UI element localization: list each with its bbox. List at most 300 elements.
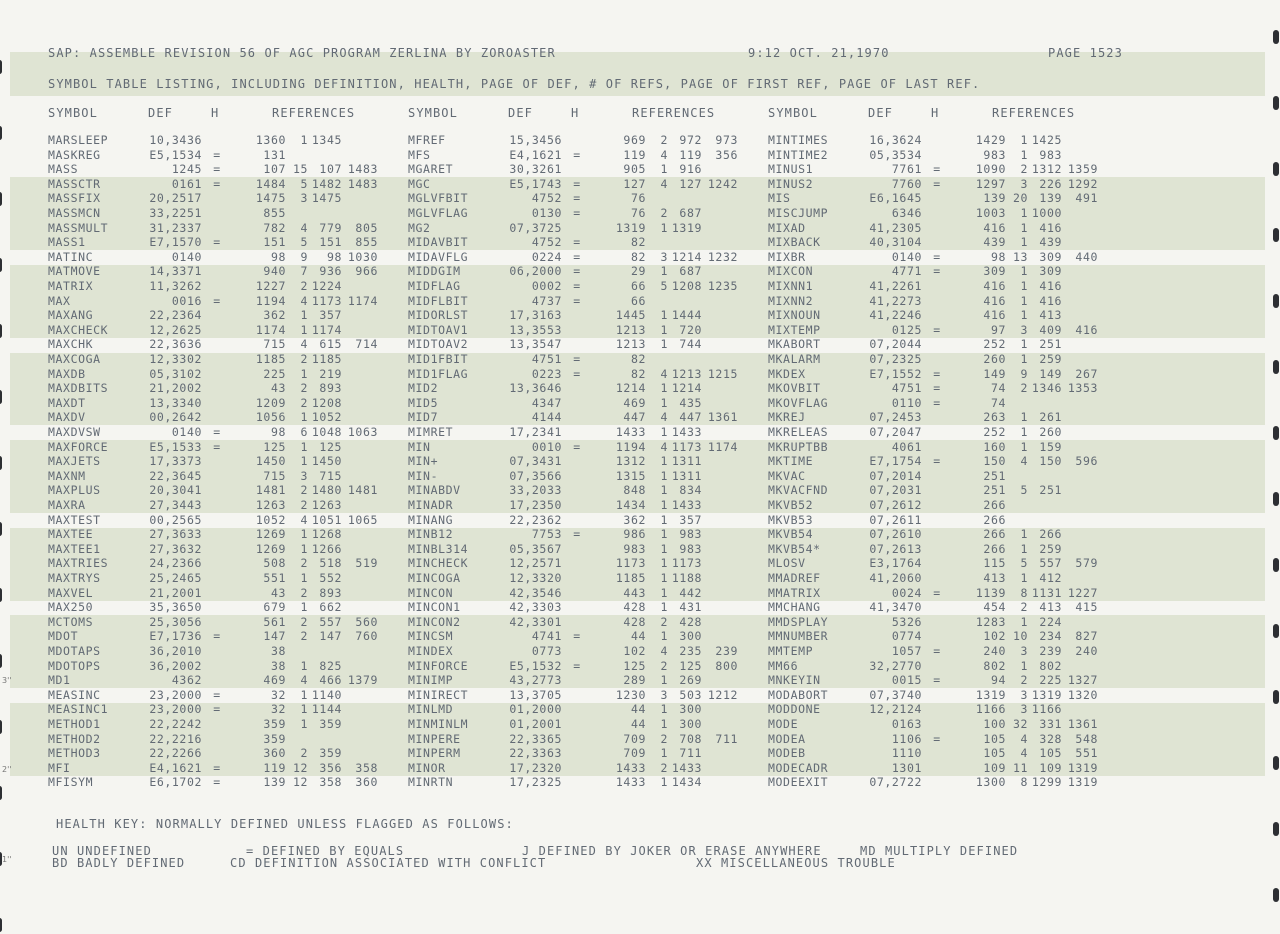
cell-first: 359 xyxy=(319,746,342,761)
table-row xyxy=(768,498,1108,512)
table-row xyxy=(768,191,1108,205)
table-row xyxy=(48,673,388,687)
cell-symbol: MKRELEAS xyxy=(768,425,829,439)
table-row xyxy=(48,308,388,322)
cell-def: 22,2362 xyxy=(509,512,562,527)
cell-def: E5,1743 xyxy=(509,176,562,191)
cell-def: 7753 xyxy=(531,527,562,542)
cell-def: 17,2325 xyxy=(509,775,562,790)
cell-n: 1 xyxy=(1020,571,1028,585)
cell-h: = xyxy=(573,206,581,220)
cell-def: 7760 xyxy=(891,176,922,191)
table-row xyxy=(48,425,388,439)
cell-h: = xyxy=(213,629,221,644)
cell-pdef: 240 xyxy=(983,644,1006,658)
table-row xyxy=(48,294,388,308)
cell-n: 1 xyxy=(660,571,668,585)
cell-first: 711 xyxy=(679,746,702,761)
cell-first: 261 xyxy=(1039,410,1062,425)
column-header-refs: REFERENCES xyxy=(992,106,1076,120)
table-row xyxy=(768,673,1108,687)
cell-h: = xyxy=(933,249,941,264)
cell-pdef: 29 xyxy=(630,264,646,279)
cell-last: 440 xyxy=(1075,249,1098,264)
cell-def: 07,3725 xyxy=(509,220,562,235)
cell-symbol: MKVAC xyxy=(768,468,806,483)
cell-n: 1 xyxy=(300,571,308,585)
cell-symbol: MAXDBITS xyxy=(48,381,109,396)
table-row xyxy=(768,352,1108,366)
cell-def: 4751 xyxy=(531,352,562,366)
cell-first: 150 xyxy=(1039,454,1062,469)
cell-pdef: 38 xyxy=(270,644,286,658)
cell-symbol: MINIRECT xyxy=(408,687,469,702)
cell-def: 1301 xyxy=(891,760,922,775)
cell-symbol: MODE xyxy=(768,717,799,731)
cell-symbol: MASSMCN xyxy=(48,206,101,220)
cell-def: 41,2305 xyxy=(869,220,922,235)
table-row xyxy=(408,162,748,176)
cell-def: 00,2642 xyxy=(149,410,202,425)
cell-first: 715 xyxy=(319,468,342,483)
cell-symbol: MID2 xyxy=(408,381,439,396)
cell-pdef: 160 xyxy=(983,439,1006,454)
cell-def: E7,1736 xyxy=(149,629,202,644)
cell-n: 2 xyxy=(300,746,308,761)
cell-def: 07,3566 xyxy=(509,468,562,483)
cell-symbol: MAXRA xyxy=(48,498,86,512)
feed-hole xyxy=(1273,888,1279,902)
table-row xyxy=(48,396,388,410)
cell-pdef: 439 xyxy=(983,235,1006,250)
cell-pdef: 709 xyxy=(623,746,646,761)
cell-n: 1 xyxy=(660,775,668,790)
cell-first: 802 xyxy=(1039,658,1062,673)
cell-n: 2 xyxy=(660,760,668,775)
cell-symbol: MODABORT xyxy=(768,687,829,702)
table-row xyxy=(408,206,748,220)
cell-symbol: MASS1 xyxy=(48,235,86,250)
table-row xyxy=(768,381,1108,395)
cell-symbol: MATMOVE xyxy=(48,264,101,279)
cell-last: 1483 xyxy=(347,176,378,191)
cell-def: 22,2242 xyxy=(149,717,202,731)
cell-symbol: MASS xyxy=(48,162,79,177)
table-row xyxy=(48,556,388,570)
cell-pdef: 147 xyxy=(263,629,286,644)
cell-n: 2 xyxy=(1020,600,1028,615)
cell-symbol: MIDDGIM xyxy=(408,264,461,279)
cell-symbol: MINIMP xyxy=(408,673,454,688)
cell-pdef: 359 xyxy=(263,731,286,746)
feed-hole xyxy=(0,522,2,536)
cell-n: 1 xyxy=(300,527,308,542)
cell-symbol: MODEA xyxy=(768,731,806,746)
cell-def: 13,3553 xyxy=(509,322,562,337)
cell-n: 2 xyxy=(300,352,308,366)
cell-def: 07,2722 xyxy=(869,775,922,790)
cell-symbol: MINB12 xyxy=(408,527,454,542)
cell-pdef: 1174 xyxy=(255,322,286,337)
cell-h: = xyxy=(933,673,941,688)
cell-pdef: 97 xyxy=(990,322,1006,337)
cell-n: 2 xyxy=(660,658,668,673)
table-row xyxy=(768,542,1108,556)
cell-def: 0223 xyxy=(531,366,562,381)
feed-hole xyxy=(1273,690,1279,704)
cell-n: 1 xyxy=(300,308,308,323)
cell-def: 15,3456 xyxy=(509,133,562,147)
cell-n: 7 xyxy=(300,264,308,279)
cell-symbol: MIDFLBIT xyxy=(408,293,469,308)
cell-def: 16,3624 xyxy=(869,133,922,147)
cell-h: = xyxy=(933,395,941,410)
cell-pdef: 469 xyxy=(623,395,646,410)
cell-def: 42,3303 xyxy=(509,600,562,615)
cell-first: 1346 xyxy=(1031,381,1062,396)
cell-def: 41,2273 xyxy=(869,293,922,308)
table-row xyxy=(768,410,1108,424)
cell-first: 1048 xyxy=(311,425,342,439)
cell-def: 05,3567 xyxy=(509,541,562,556)
cell-first: 251 xyxy=(1039,483,1062,498)
cell-first: 1433 xyxy=(671,498,702,512)
cell-first: 1144 xyxy=(311,702,342,717)
feed-hole xyxy=(1273,558,1279,572)
cell-pdef: 289 xyxy=(623,673,646,688)
cell-first: 557 xyxy=(1039,556,1062,571)
cell-n: 4 xyxy=(1020,454,1028,469)
cell-pdef: 1194 xyxy=(255,293,286,308)
cell-def: 13,3646 xyxy=(509,381,562,396)
cell-first: 98 xyxy=(326,249,342,264)
table-row xyxy=(48,732,388,746)
cell-pdef: 715 xyxy=(263,468,286,483)
health-key-equals: = DEFINED BY EQUALS xyxy=(246,844,405,858)
column-header-h: H xyxy=(931,106,940,120)
cell-n: 5 xyxy=(1020,483,1028,498)
cell-def: 12,3302 xyxy=(149,352,202,366)
cell-def: 1110 xyxy=(891,746,922,761)
cell-symbol: MINBL314 xyxy=(408,541,469,556)
cell-n: 2 xyxy=(1020,162,1028,177)
cell-def: 27,3443 xyxy=(149,498,202,512)
cell-last: 240 xyxy=(1075,644,1098,658)
cell-first: 109 xyxy=(1039,760,1062,775)
cell-n: 20 xyxy=(1012,191,1028,206)
cell-def: 07,3740 xyxy=(869,687,922,702)
table-row xyxy=(48,513,388,527)
cell-h: = xyxy=(213,702,221,717)
table-row xyxy=(48,337,388,351)
cell-pdef: 1433 xyxy=(615,425,646,439)
cell-first: 226 xyxy=(1039,176,1062,191)
cell-symbol: MASSMULT xyxy=(48,220,109,235)
cell-h: = xyxy=(573,249,581,264)
cell-def: 0140 xyxy=(171,249,202,264)
cell-n: 2 xyxy=(660,614,668,629)
table-row xyxy=(768,688,1108,702)
cell-last: 1065 xyxy=(347,512,378,527)
cell-n: 1 xyxy=(1020,337,1028,352)
cell-symbol: MGLVFLAG xyxy=(408,206,469,220)
cell-def: 0774 xyxy=(891,629,922,644)
cell-n: 1 xyxy=(1020,147,1028,162)
table-row xyxy=(768,308,1108,322)
cell-first: 893 xyxy=(319,585,342,600)
cell-pdef: 1263 xyxy=(255,498,286,512)
table-row xyxy=(408,717,748,731)
cell-first: 151 xyxy=(319,235,342,250)
cell-pdef: 969 xyxy=(623,133,646,147)
cell-def: 07,2044 xyxy=(869,337,922,352)
cell-first: 825 xyxy=(319,658,342,673)
table-row xyxy=(768,469,1108,483)
cell-pdef: 1319 xyxy=(975,687,1006,702)
cell-pdef: 98 xyxy=(270,249,286,264)
column-header-def: DEF xyxy=(508,106,533,120)
cell-symbol: MINOR xyxy=(408,760,446,775)
cell-first: 466 xyxy=(319,673,342,688)
cell-n: 12 xyxy=(292,775,308,790)
cell-first: 1140 xyxy=(311,687,342,702)
cell-def: 22,3645 xyxy=(149,468,202,483)
cell-first: 119 xyxy=(679,147,702,162)
cell-pdef: 43 xyxy=(270,381,286,396)
cell-n: 1 xyxy=(1020,293,1028,308)
cell-first: 708 xyxy=(679,731,702,746)
cell-last: 1242 xyxy=(707,176,738,191)
cell-symbol: MKVACFND xyxy=(768,483,829,498)
ruler-mark: 2'' xyxy=(2,765,12,774)
feed-hole xyxy=(1273,822,1279,836)
cell-h: = xyxy=(573,235,581,250)
cell-def: 17,2341 xyxy=(509,425,562,439)
cell-pdef: 125 xyxy=(623,658,646,673)
cell-first: 266 xyxy=(1039,527,1062,542)
cell-symbol: MASSCTR xyxy=(48,176,101,191)
cell-pdef: 1269 xyxy=(255,527,286,542)
cell-def: E3,1764 xyxy=(869,556,922,571)
cell-symbol: MINMINLM xyxy=(408,717,469,731)
cell-last: 1481 xyxy=(347,483,378,498)
cell-pdef: 266 xyxy=(983,541,1006,556)
cell-pdef: 82 xyxy=(630,249,646,264)
cell-symbol: MIDORLST xyxy=(408,308,469,323)
table-row xyxy=(408,498,748,512)
cell-def: 0140 xyxy=(171,425,202,439)
table-row xyxy=(408,586,748,600)
cell-def: 07,2453 xyxy=(869,410,922,425)
cell-first: 1319 xyxy=(1031,687,1062,702)
feed-hole xyxy=(0,324,2,338)
cell-pdef: 252 xyxy=(983,425,1006,439)
cell-pdef: 1360 xyxy=(255,133,286,147)
cell-symbol: MEASINC1 xyxy=(48,702,109,717)
table-row xyxy=(408,191,748,205)
cell-pdef: 362 xyxy=(263,308,286,323)
cell-symbol: MINABDV xyxy=(408,483,461,498)
cell-symbol: MIXBACK xyxy=(768,235,821,250)
table-row xyxy=(768,659,1108,673)
cell-def: E7,1754 xyxy=(869,454,922,469)
cell-symbol: MG2 xyxy=(408,220,431,235)
cell-n: 9 xyxy=(1020,366,1028,381)
health-key-title: HEALTH KEY: NORMALLY DEFINED UNLESS FLAGGED AS FOLLOWS: xyxy=(56,817,514,831)
cell-n: 1 xyxy=(1020,439,1028,454)
cell-pdef: 115 xyxy=(983,556,1006,571)
cell-pdef: 1297 xyxy=(975,176,1006,191)
cell-last: 519 xyxy=(355,556,378,571)
cell-def: E4,1621 xyxy=(149,760,202,775)
cell-first: 983 xyxy=(1039,147,1062,162)
cell-symbol: MINRTN xyxy=(408,775,454,790)
table-row xyxy=(408,527,748,541)
cell-symbol: MINCON xyxy=(408,585,454,600)
cell-pdef: 1227 xyxy=(255,279,286,293)
cell-pdef: 551 xyxy=(263,571,286,585)
cell-pdef: 119 xyxy=(623,147,646,162)
cell-last: 416 xyxy=(1075,322,1098,337)
cell-symbol: MID5 xyxy=(408,395,439,410)
cell-last: 1353 xyxy=(1067,381,1098,396)
cell-pdef: 44 xyxy=(630,629,646,644)
cell-last: 1483 xyxy=(347,162,378,177)
table-row xyxy=(408,542,748,556)
table-row xyxy=(408,323,748,337)
cell-symbol: MMTEMP xyxy=(768,644,814,658)
cell-first: 260 xyxy=(1039,425,1062,439)
cell-symbol: MINPERE xyxy=(408,731,461,746)
cell-first: 149 xyxy=(1039,366,1062,381)
cell-n: 1 xyxy=(300,687,308,702)
cell-first: 1450 xyxy=(311,454,342,469)
cell-def: 07,2610 xyxy=(869,527,922,542)
column-header-symbol: SYMBOL xyxy=(48,106,98,120)
table-row xyxy=(768,454,1108,468)
cell-symbol: MINCHECK xyxy=(408,556,469,571)
cell-n: 1 xyxy=(660,673,668,688)
cell-def: 21,2001 xyxy=(149,585,202,600)
cell-def: 13,3705 xyxy=(509,687,562,702)
cell-h: = xyxy=(933,162,941,177)
health-key-joker: J DEFINED BY JOKER OR ERASE ANYWHERE xyxy=(522,844,822,858)
health-key-multiply: MD MULTIPLY DEFINED xyxy=(860,844,1019,858)
cell-def: 07,2047 xyxy=(869,425,922,439)
cell-h: = xyxy=(213,687,221,702)
cell-n: 2 xyxy=(660,133,668,147)
table-row xyxy=(48,644,388,658)
cell-symbol: MKVB53 xyxy=(768,512,814,527)
cell-h: = xyxy=(213,293,221,308)
cell-first: 1173 xyxy=(311,293,342,308)
cell-first: 358 xyxy=(319,775,342,790)
table-row xyxy=(48,659,388,673)
cell-n: 9 xyxy=(300,249,308,264)
cell-pdef: 139 xyxy=(263,775,286,790)
cell-def: 4347 xyxy=(531,395,562,410)
cell-h: = xyxy=(933,381,941,396)
cell-def: 6346 xyxy=(891,206,922,220)
cell-symbol: MINUS2 xyxy=(768,176,814,191)
cell-last: 760 xyxy=(355,629,378,644)
cell-def: 07,3431 xyxy=(509,454,562,469)
cell-last: 1292 xyxy=(1067,176,1098,191)
cell-h: = xyxy=(573,147,581,162)
cell-h: = xyxy=(573,629,581,644)
cell-first: 356 xyxy=(319,760,342,775)
feed-hole xyxy=(1273,228,1279,242)
cell-pdef: 251 xyxy=(983,468,1006,483)
cell-first: 300 xyxy=(679,702,702,717)
cell-last: 360 xyxy=(355,775,378,790)
cell-last: 1063 xyxy=(347,425,378,439)
cell-pdef: 100 xyxy=(983,717,1006,731)
cell-def: 23,2000 xyxy=(149,702,202,717)
cell-def: 4362 xyxy=(171,673,202,688)
cell-def: 12,2625 xyxy=(149,322,202,337)
feed-hole xyxy=(1273,426,1279,440)
cell-n: 5 xyxy=(300,176,308,191)
cell-pdef: 266 xyxy=(983,512,1006,527)
cell-last: 1174 xyxy=(707,439,738,454)
cell-pdef: 1194 xyxy=(615,439,646,454)
listing-timestamp: 9:12 OCT. 21,1970 xyxy=(748,46,890,60)
cell-pdef: 416 xyxy=(983,279,1006,293)
cell-h: = xyxy=(573,176,581,191)
table-row xyxy=(768,133,1108,147)
cell-last: 1379 xyxy=(347,673,378,688)
cell-n: 1 xyxy=(300,454,308,469)
cell-pdef: 1185 xyxy=(255,352,286,366)
table-row xyxy=(408,221,748,235)
health-key-undefined: UN UNDEFINED xyxy=(52,844,152,858)
feed-hole xyxy=(0,852,2,866)
cell-first: 1433 xyxy=(671,760,702,775)
cell-pdef: 82 xyxy=(630,366,646,381)
cell-n: 10 xyxy=(1012,629,1028,644)
cell-symbol: MNKEYIN xyxy=(768,673,821,688)
cell-n: 1 xyxy=(660,556,668,571)
cell-symbol: MODEB xyxy=(768,746,806,761)
table-row xyxy=(408,761,748,775)
cell-last: 1235 xyxy=(707,279,738,293)
cell-symbol: MDOT xyxy=(48,629,79,644)
cell-first: 1266 xyxy=(311,541,342,556)
listing-subtitle: SYMBOL TABLE LISTING, INCLUDING DEFINITION, HEALTH, PAGE OF DEF, # OF REFS, PAGE OF FIRST REF, PAGE OF LAST REF. xyxy=(48,77,981,91)
cell-pdef: 66 xyxy=(630,293,646,308)
cell-first: 300 xyxy=(679,717,702,731)
cell-first: 431 xyxy=(679,600,702,615)
cell-symbol: MAXJETS xyxy=(48,454,101,469)
cell-n: 5 xyxy=(300,235,308,250)
cell-def: 0016 xyxy=(171,293,202,308)
table-row xyxy=(768,600,1108,614)
cell-n: 1 xyxy=(300,439,308,454)
table-row xyxy=(768,206,1108,220)
cell-first: 1434 xyxy=(671,775,702,790)
cell-pdef: 416 xyxy=(983,293,1006,308)
cell-n: 4 xyxy=(300,337,308,352)
cell-symbol: MAXPLUS xyxy=(48,483,101,498)
cell-pdef: 149 xyxy=(983,366,1006,381)
cell-symbol: MATRIX xyxy=(48,279,94,293)
cell-symbol: MINFORCE xyxy=(408,658,469,673)
feed-hole xyxy=(1273,492,1279,506)
cell-last: 1359 xyxy=(1067,162,1098,177)
cell-symbol: MASSFIX xyxy=(48,191,101,206)
cell-def: 11,3262 xyxy=(149,279,202,293)
